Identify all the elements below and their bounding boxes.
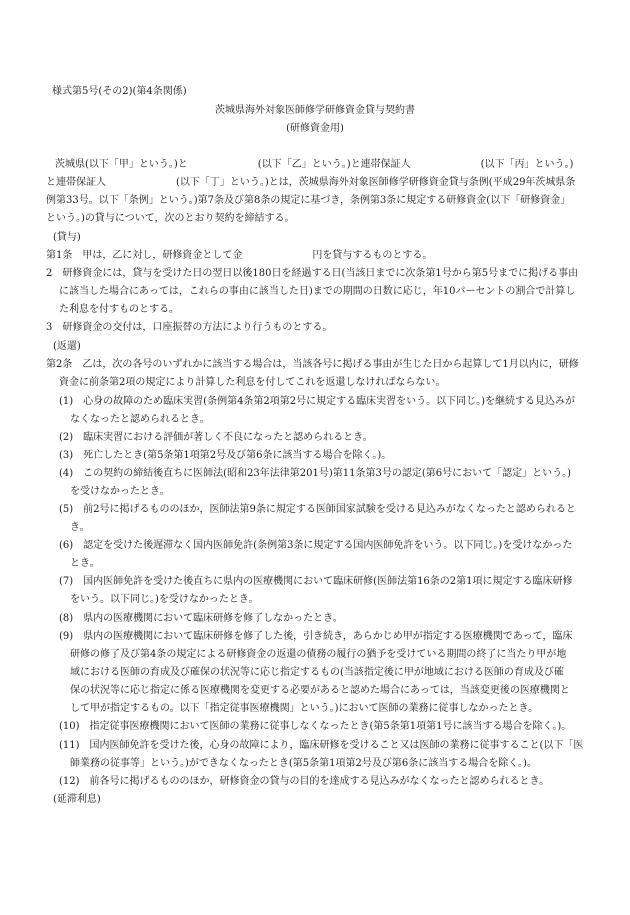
- item-line: (2) 臨床実習における評価が著しく不良になったと認められるとき。: [59, 432, 373, 443]
- article-1-line: 第1条 甲は，乙に対し，研修資金として金 円を貸与するものとする。: [46, 250, 433, 261]
- item-line: とき。: [70, 558, 100, 569]
- item-line: (1) 心身の故障のため臨床実習(条例第4条第2項第2号に規定する臨床実習をいう。以下同じ。)を継続する見込みが: [59, 396, 576, 407]
- item-line: (7) 国内医師免許を受けた後直ちに県内の医療機関において臨床研修(医師法第16条の2第1項に規定する臨床研修: [59, 576, 573, 587]
- item-line: (10) 指定従事医療機関において医師の業務に従事しなくなったとき(第5条第1項第1号に該当する場合を除く。)。: [59, 721, 572, 732]
- item-line: (8) 県内の医療機関において臨床研修を修了しなかったとき。: [59, 613, 343, 624]
- article-1-line: に該当した場合にあっては，これらの事由に該当した日)までの期間の日数に応じ，年10パーセントの割合で計算し: [59, 286, 576, 297]
- item-line: なくなったと認められるとき。: [70, 414, 210, 425]
- item-line: (4) この契約の締結後直ちに医師法(昭和23年法律第201号)第11条第3号の認定(第6号において「認定」という。): [59, 468, 572, 479]
- item-line: を受けなかったとき。: [70, 486, 170, 497]
- item-line: 保の状況等に応じ指定に係る医療機関を変更する必要があると認めた場合にあっては，当該変更後の医療機関と: [70, 685, 570, 696]
- article-1-line: 3 研修資金の交付は，口座振替の方法により行うものとする。: [46, 322, 333, 333]
- article-2-line: 第2条 乙は，次の各号のいずれかに該当する場合は，当該各号に掲げる事由が生じた日から起算して1月以内に，研修: [46, 359, 579, 370]
- heading-repayment: (返還): [53, 341, 81, 352]
- intro-line: 茨城県(以下「甲」という。)と (以下「乙」という。)と連帯保証人 (以下「丙」という。): [55, 159, 574, 170]
- intro-line: と連帯保証人 (以下「丁」という。)とは，茨城県海外対象医師修学研修資金貸与条例(平成29年茨城県条: [46, 177, 576, 188]
- article-2-line: 資金に前条第2項の規定により計算した利息を付してこれを返還しなければならない。: [59, 377, 446, 388]
- item-line: 師業務の従事等」という。)ができなくなったとき(第5条第1項第2号及び第6条に該当する場合を除く。)。: [70, 758, 537, 769]
- article-1-line: た利息を付すものとする。: [59, 304, 179, 315]
- document-subtitle: (研修資金用): [286, 123, 344, 134]
- intro-line: 例第33号。以下「条例」という。)第7条及び第8条の規定に基づき，条例第3条に規定する研修資金(以下「研修資金」: [46, 195, 571, 206]
- item-line: 域における医師の育成及び確保の状況等に応じ指定するもの(当該指定後に甲が地域における医師の育成及び確: [70, 667, 564, 678]
- item-line: 研修の修了及び第4条の規定による研修資金の返還の債務の履行の猶予を受けている期間の終了に当たり甲が地: [70, 649, 567, 660]
- intro-line: という。)の貸与について，次のとおり契約を締結する。: [46, 213, 295, 224]
- heading-loan: (貸与): [53, 232, 81, 243]
- article-1-line: 2 研修資金には，貸与を受けた日の翌日以後180日を経過する日(当該日までに次条第1号から第5号までに掲げる事由: [46, 268, 579, 279]
- document-title: 茨城県海外対象医師修学研修資金貸与契約書: [215, 105, 415, 116]
- item-line: (5) 前2号に掲げるもののほか，医師法第9条に規定する医師国家試験を受ける見込みがなくなったと認められると: [59, 504, 576, 515]
- heading-late-interest: (延滞利息): [53, 794, 101, 805]
- item-line: (6) 認定を受けた後遅滞なく国内医師免許(条例第3条に規定する国内医師免許をいう。以下同じ。)を受けなかった: [59, 540, 573, 551]
- item-line: をいう。以下同じ。)を受けなかったとき。: [70, 594, 259, 605]
- form-number: 様式第5号(その2)(第4条関係): [52, 86, 187, 97]
- item-line: き。: [70, 522, 90, 533]
- item-line: (11) 国内医師免許を受けた後，心身の故障により，臨床研修を受けること又は医師の業務に従事すること(以下「医: [59, 740, 584, 751]
- item-line: して甲が指定するもの。以下「指定従事医療機関」という。)において医師の業務に従事しなかったとき。: [70, 703, 539, 714]
- item-line: (9) 県内の医療機関において臨床研修を修了した後，引き続き，あらかじめ甲が指定する医療機関であって，臨床: [59, 631, 573, 642]
- item-line: (3) 死亡したとき(第5条第1項第2号及び第6条に該当する場合を除く。)。: [59, 450, 392, 461]
- item-line: (12) 前各号に掲げるもののほか，研修資金の貸与の目的を達成する見込みがなくなったと認められるとき。: [59, 776, 550, 787]
